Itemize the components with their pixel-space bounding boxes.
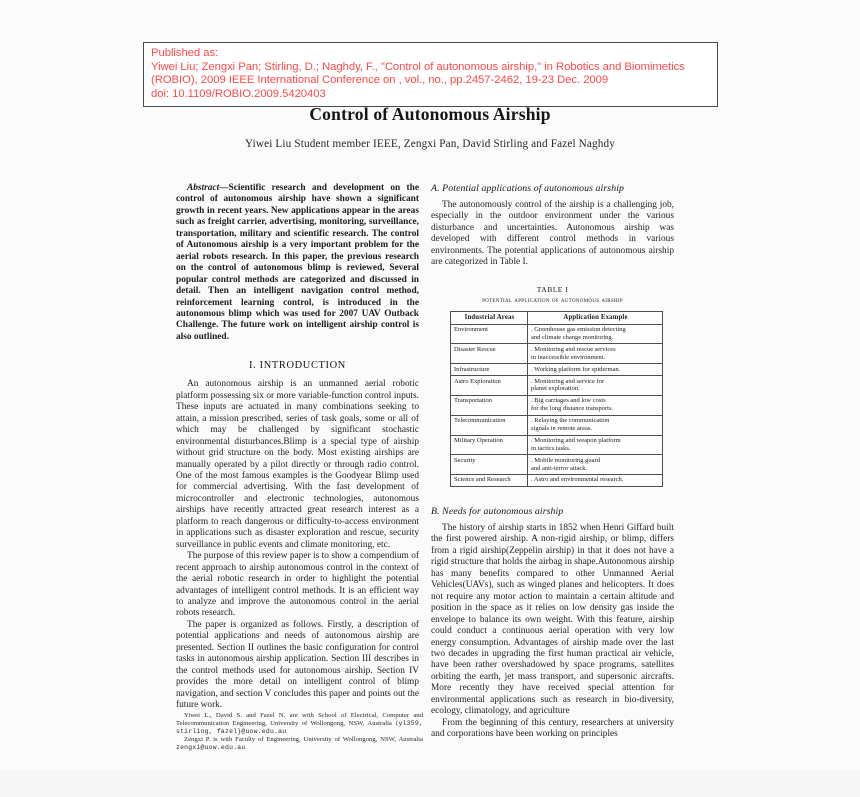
table-cell-example-line: in inaccessible environment.	[531, 353, 606, 361]
table-cell-area: Disaster Rescue	[451, 344, 528, 364]
table-cell-area: Infrastructure	[451, 364, 528, 376]
table-cell-area: Telecommunication	[451, 415, 528, 435]
footnote-block	[176, 710, 423, 752]
section-b-paragraph-1: The history of airship starts in 1852 when Henri Giffard built the first powered airship. A non-rigid airship, or blimp, differs from a rigid airship(Zeppelin airship) in that it does not have a rigid structure that holds the airbag in shape.Autonomous airship has many benefits compared to other Unmanned Aerial Vehicles(UAVs), such as winged planes and helicopters. It does not require any motor action to maintain a certain altitude and position in the space as it relies on low density gas inside the envelope to balance its own weight. With this feature, airship could conduct a continuous aerial operation with very low energy consumption. Advantages of airship made over the last two decades in upgrading the first human practical air vehicle, have been rather overshadowed by space programs, satellites orbiting the earth, jet mass transport, and supersonic aircrafts. More recently they have received special attention for environmental applications such as research in bio-diversity, ecology, climatology, and agriculture	[431, 522, 674, 717]
table-cell-example-line: signals in remote areas.	[531, 425, 593, 432]
table-cell-example-line: . Working platform for spiderman.	[531, 365, 621, 373]
table-cell-example	[528, 435, 663, 455]
published-as-line-1: Published as:	[151, 47, 219, 59]
right-column	[431, 183, 674, 741]
table-cell-example-line: . Monitoring and weapon platform	[531, 436, 621, 444]
table-cell-example-line: planet exploration.	[531, 385, 580, 393]
table-cell-example-line: and anti-terror attack.	[531, 464, 588, 472]
table-cell-example	[528, 475, 663, 487]
table-row	[451, 415, 663, 435]
footnote-affiliation-2: Zengxi P. is with Faculty of Engineering, University of Wollongong, NSW, Australia	[184, 736, 423, 744]
table-row	[451, 324, 663, 344]
published-as-line-2: Yiwei Liu; Zengxi Pan; Stirling, D.; Naghdy, F., "Control of autonomous airship," in Robotics and Biomimetics	[151, 60, 685, 73]
table-subcaption: potential application of autonomous airship	[482, 296, 623, 304]
table-row	[451, 475, 663, 487]
table-cell-example-line: . Relaying the communication	[531, 417, 610, 425]
table-cell-example-line: in tactics tasks.	[531, 444, 571, 452]
table-caption: TABLE I	[536, 284, 569, 294]
table-row	[451, 344, 663, 364]
introduction-paragraph-1: An autonomous airship is an unmanned aerial robotic platform possessing six or more variable-function control inputs. These inputs are actuated in many combinations seeking to attain, a mission prescribed, series of task goals, some or all of which may be challenged by significant stochastic environmental disturbances.Blimp is a special type of airship without grid structure on the body. Most existing airships are manually operated by a pilot directly or through radio control. One of the most famous examples is the Goodyear Blimp used for commercial advertising. With the fast development of microcontroller and electronic technologies, autonomous airships have recently attracted great research interest as a platform to reach dangerous or difficulty-to-access environment in applications such as disaster exploration and rescue, security surveillance in public events and climate monitoring, etc.	[176, 379, 419, 550]
footnote-line-1	[176, 712, 423, 736]
table-cell-area: Science and Research	[451, 475, 528, 487]
published-as-line-3: (ROBIO), 2009 IEEE International Conference on , vol., no., pp.2457-2462, 19-23 Dec. 2009	[151, 74, 609, 87]
section-heading-introduction: I. INTRODUCTION	[249, 360, 346, 372]
table-cell-example-line: for the long distance transports.	[531, 405, 614, 413]
subsection-heading-b: B. Needs for autonomous airship	[431, 505, 564, 517]
table-row	[451, 376, 663, 396]
table-row	[451, 395, 663, 415]
table-cell-example-line: . Big carriages and low costs	[531, 397, 606, 405]
applications-table-body	[451, 324, 663, 486]
table-header-row	[451, 311, 663, 324]
table-cell-example-line: . Astro and environmental research.	[531, 476, 624, 484]
table-cell-example-line: . Mobile monitoring guard	[531, 456, 600, 464]
table-cell-area: Military Operation	[451, 435, 528, 455]
introduction-paragraph-2: The purpose of this review paper is to show a compendium of recent approach to airship autonomous control in the context of the aerial robotic research in order to highlight the potential advantages of intelligent control methods. It is an efficient way to analyze and improve the autonomous control in the aerial robots research.	[176, 551, 419, 619]
table-row	[451, 364, 663, 376]
published-as-line-4: doi: 10.1109/ROBIO.2009.5420403	[151, 87, 326, 100]
table-cell-example	[528, 415, 663, 435]
published-as-notice	[143, 42, 718, 107]
table-cell-example	[528, 455, 663, 475]
left-column	[176, 183, 419, 711]
footnote-email-1: yl359, stirling, fazel}@uow.edu.au	[176, 720, 423, 736]
table-cell-example-line: . Monitoring and service for	[531, 377, 605, 385]
section-a-paragraph: The autonomously control of the airship is a challenging job, especially in the outdoor environment under the various disturbance and uncertainties. Autonomous airship was developed with different control methods in various environments. The potential applications of autonomous airship are categorized in Table I.	[431, 200, 674, 268]
table-cell-example	[528, 364, 663, 376]
abstract-text: Scientific research and development on the control of autonomous airship have shown a significant growth in recent years. New applications appear in the areas such as freight carrier, advertising, monitoring, surveillance, transportation, military and scientific research. The control of Autonomous airship is a very important problem for the aerial robots research. In this paper, the previous research on the control of autonomous blimp is reviewed, Several popular control methods are categorized and discussed in detail. Then an intelligent navigation control method, reinforcement learning control, is introduced in the autonomous blimp which was used for 2007 UAV Outback Challenge. The future work on intelligent airship control is also outlined.	[176, 183, 419, 342]
abstract-label: Abstract—	[187, 183, 229, 193]
subsection-heading-a: A. Potential applications of autonomous airship	[431, 183, 625, 194]
table-cell-example-line: . Monitoring and rescue services	[531, 345, 616, 353]
author-list: Yiwei Liu Student member IEEE, Zengxi Pan, David Stirling and Fazel Naghdy	[245, 138, 615, 150]
footnote-email-2: zengxi@uow.edu.au	[176, 744, 246, 752]
footnote-affiliation-1: Yiwei L., David S. and Fazel N. are with School of Electrical, Computer and Telecommunication Engineering, University of Wollongong, NSW, Australia {	[176, 712, 423, 728]
table-header-application-example: Application Example	[528, 311, 663, 324]
table-cell-area: Astro Exploration	[451, 376, 528, 396]
table-cell-example-line: . Greenhouse gas emission detecting	[531, 326, 626, 334]
table-cell-example	[528, 376, 663, 396]
table-cell-example	[528, 344, 663, 364]
table-cell-example-line: and climate change monitoring.	[531, 333, 614, 341]
introduction-paragraph-3: The paper is organized as follows. Firstly, a description of potential applications and needs of autonomous airship are presented. Section II outlines the basic configuration for control tasks in autonomous airship application. Section III describes in the control methods used for autonomous airship. Section IV provides the more detail on intelligent control of blimp navigation, and section V concludes this paper and points out the future work.	[176, 619, 419, 711]
table-row	[451, 435, 663, 455]
table-cell-area: Transportation	[451, 395, 528, 415]
table-cell-area: Security	[451, 455, 528, 475]
table-cell-example	[528, 324, 663, 344]
table-row	[451, 455, 663, 475]
applications-table	[450, 311, 663, 487]
table-cell-example	[528, 395, 663, 415]
footnote-line-2	[176, 736, 423, 752]
table-cell-area: Environment	[451, 324, 528, 344]
table-header-industrial-areas: Industrial Areas	[451, 311, 528, 324]
section-b-paragraph-2: From the beginning of this century, researchers at university and corporations have been working on principles	[431, 717, 674, 740]
abstract-paragraph	[176, 183, 419, 343]
page-title: Control of Autonomous Airship	[309, 104, 551, 124]
